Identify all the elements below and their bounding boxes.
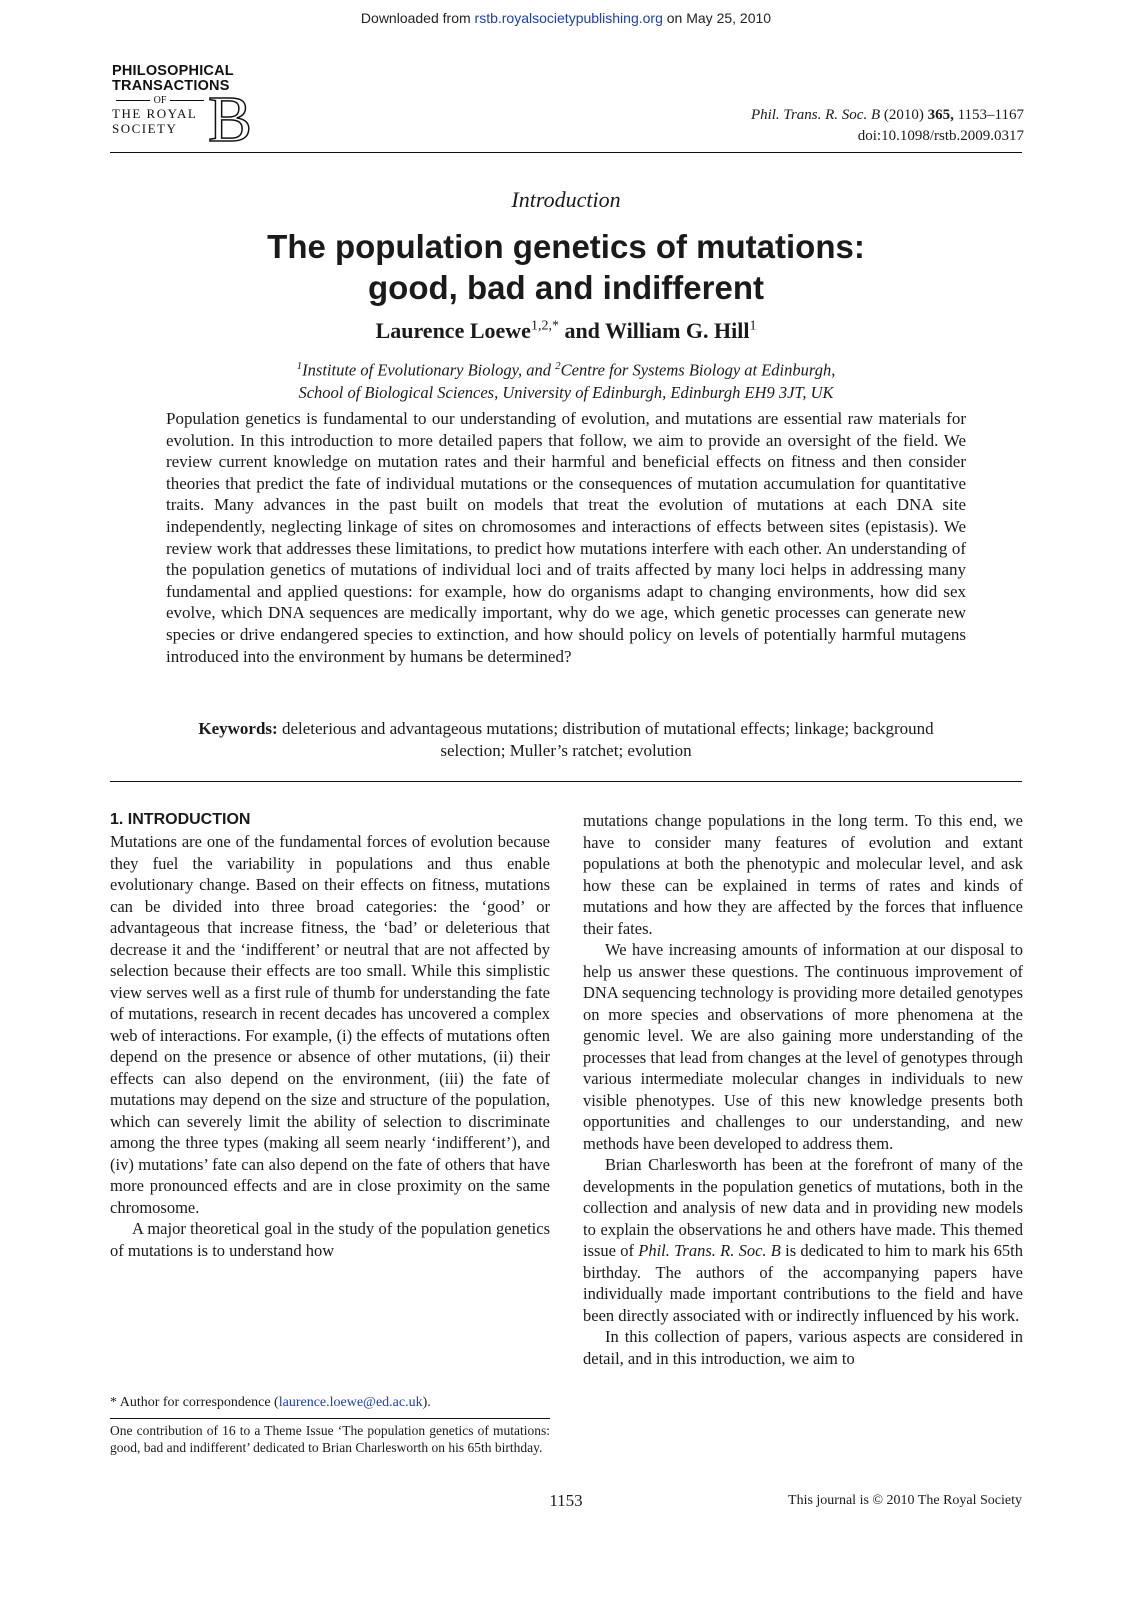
- affil-sup-1: 1: [296, 360, 303, 372]
- footnote-suffix: ).: [422, 1395, 431, 1410]
- page-number: 1153: [549, 1491, 583, 1510]
- section-heading: 1. INTRODUCTION: [110, 811, 251, 828]
- email-link[interactable]: laurence.loewe@ed.ac.uk: [278, 1395, 423, 1410]
- author-1-affil: 1,2,*: [530, 318, 559, 334]
- header-rule: [110, 152, 1022, 153]
- citation-volume: 365,: [927, 107, 954, 123]
- copyright-notice: This journal is © 2010 The Royal Society: [788, 1493, 1022, 1508]
- body-paragraph: Mutations are one of the fundamental forces of evolution because they fuel the variability in populations and thus enable evolutionary change. Based on their effects on fitness, mutations can be divided into three broad categories: the ‘good’ or advantageous that increase fitness, the ‘bad’ or deleterious that decrease it and the ‘indifferent’ or neutral that are not affected by selection because their effects are too small. While this simplistic view serves well as a first rule of thumb for understanding the fate of mutations, research in recent decades has uncovered a complex web of interactions. For example, (i) the effects of mutations often depend on the presence or absence of other mutations, (ii) their effects can also depend on the environment, (iii) the fate of mutations may depend on the size and structure of the population, which can severely limit the ability of selection to discriminate among the three types (making all seem nearly ‘indifferent’), and (iv) mutations’ fate can also depend on the fate of others that have more pronounced effects and are in close proximity on the same chromosome.: [110, 832, 550, 1217]
- download-banner: [0, 10, 1132, 26]
- author-joiner: and: [558, 318, 606, 343]
- body-column-right: [583, 810, 1023, 1369]
- abstract-rule: [110, 781, 1022, 782]
- logo-letter-b: B: [208, 83, 253, 156]
- authors-line: [0, 318, 1132, 344]
- author-2-affil: 1: [749, 318, 757, 334]
- title-line-1: The population genetics of mutations:: [267, 228, 865, 265]
- keywords-text: deleterious and advantageous mutations; distribution of mutational effects; linkage; background selection; Muller’s ratchet; evolution: [281, 719, 934, 760]
- citation-doi: doi:10.1098/rstb.2009.0317: [857, 128, 1024, 144]
- citation-journal: Phil. Trans. R. Soc. B: [750, 107, 881, 123]
- logo-line-the-royal: THE ROYAL: [112, 106, 198, 121]
- citation-line: [751, 105, 1024, 126]
- body-paragraph: A major theoretical goal in the study of the population genetics of mutations is to understand how: [110, 1219, 550, 1260]
- footnote-prefix: * Author for correspondence (: [110, 1395, 279, 1410]
- journal-name: Phil. Trans. R. Soc. B: [638, 1241, 781, 1260]
- body-paragraph: In this collection of papers, various aspects are considered in detail, and in this introduction, we aim to: [583, 1327, 1023, 1368]
- citation-pages: 1153–1167: [957, 107, 1024, 123]
- paragraph-text: is dedicated to him to mark his 65th birthday. The authors of the accompanying papers have individually made important contributions to the field and have been directly associated with or indirectly influenced by his work.: [583, 1241, 1023, 1325]
- body-paragraph: mutations change populations in the long term. To this end, we have to consider many features of evolution and extant populations at both the phenotypic and molecular level, and ask how these can be explained in terms of rates and kinds of mutations and how they are affected by the forces that influence their fates.: [583, 811, 1023, 938]
- affil-text-1: Institute of Evolutionary Biology, and: [302, 360, 556, 380]
- logo-line-of: OF: [112, 95, 208, 106]
- royal-society-logo: [112, 63, 262, 156]
- logo-line-transactions: TRANSACTIONS: [112, 78, 230, 94]
- download-source-link[interactable]: rstb.royalsocietypublishing.org: [474, 10, 663, 26]
- correspondence-footnote: [110, 1395, 550, 1411]
- paragraph-text: Brian Charlesworth has been at the forefront of many of the developments in the population genetics of mutations, both in the collection and analysis of new data and in providing new models to explain the observations he and others have made. This themed issue of: [583, 1155, 1023, 1260]
- download-prefix: Downloaded from: [360, 10, 471, 26]
- keywords: [166, 718, 966, 762]
- contribution-footnote: One contribution of 16 to a Theme Issue ‘The population genetics of mutations: good, bad and indifferent’ dedicated to Brian Charlesworth on his 65th birthday.: [110, 1423, 550, 1455]
- affiliation-line-1: [0, 355, 1132, 382]
- body-column-left: [110, 810, 550, 1261]
- author-2: William G. Hill: [605, 318, 750, 343]
- body-paragraph: We have increasing amounts of information at our disposal to help us answer these questions. The continuous improvement of DNA sequencing technology is providing more detailed genotypes on more species and observations of more phenomena at the genomic level. We are also gaining more understanding of the processes that lead from changes at the level of genotypes through various intermediate molecular changes in individuals to new visible phenotypes. Use of this new knowledge presents both opportunities and challenges to our understanding, and new methods have been developed to address them.: [583, 940, 1023, 1153]
- affil-text-2: Centre for Systems Biology at Edinburgh,: [560, 360, 836, 380]
- logo-line-philosophical: PHILOSOPHICAL: [112, 63, 234, 79]
- affil-sup-2: 2: [555, 360, 561, 372]
- affiliation-line-2: School of Biological Sciences, University of Edinburgh, Edinburgh EH9 3JT, UK: [298, 382, 834, 402]
- section-label: Introduction: [511, 187, 621, 212]
- title-line-2: good, bad and indifferent: [368, 269, 764, 306]
- logo-line-society: SOCIETY: [112, 121, 178, 136]
- keywords-label: Keywords:: [198, 719, 278, 738]
- author-1: Laurence Loewe: [375, 318, 531, 343]
- abstract: Population genetics is fundamental to our understanding of evolution, and mutations are essential raw materials for evolution. In this introduction to more detailed papers that follow, we aim to provide an oversight of the field. We review current knowledge on mutation rates and their harmful and beneficial effects on fitness and then consider theories that predict the fate of individual mutations or the consequences of mutation accumulation for quantitative traits. Many advances in the past built on models that treat the evolution of mutations at each DNA site independently, neglecting linkage of sites on chromosomes and interactions of effects between sites (epistasis). We review work that addresses these limitations, to predict how mutations interfere with each other. An understanding of the population genetics of mutations of individual loci and of traits affected by many loci helps in addressing many fundamental and applied questions: for example, how do organisms adapt to changing environments, how did sex evolve, which DNA sequences are medically important, why do we age, which genetic processes can generate new species or drive endangered species to extinction, and how should policy on levels of potentially harmful mutagens introduced into the environment by humans be determined?: [166, 409, 966, 666]
- download-suffix: on May 25, 2010: [666, 10, 772, 26]
- paper-title: [0, 226, 1132, 308]
- footnote-rule: [110, 1418, 550, 1419]
- affiliations: [0, 355, 1132, 404]
- citation-year: (2010): [883, 107, 924, 123]
- citation-block: [751, 105, 1024, 147]
- body-paragraph: [583, 1154, 1023, 1326]
